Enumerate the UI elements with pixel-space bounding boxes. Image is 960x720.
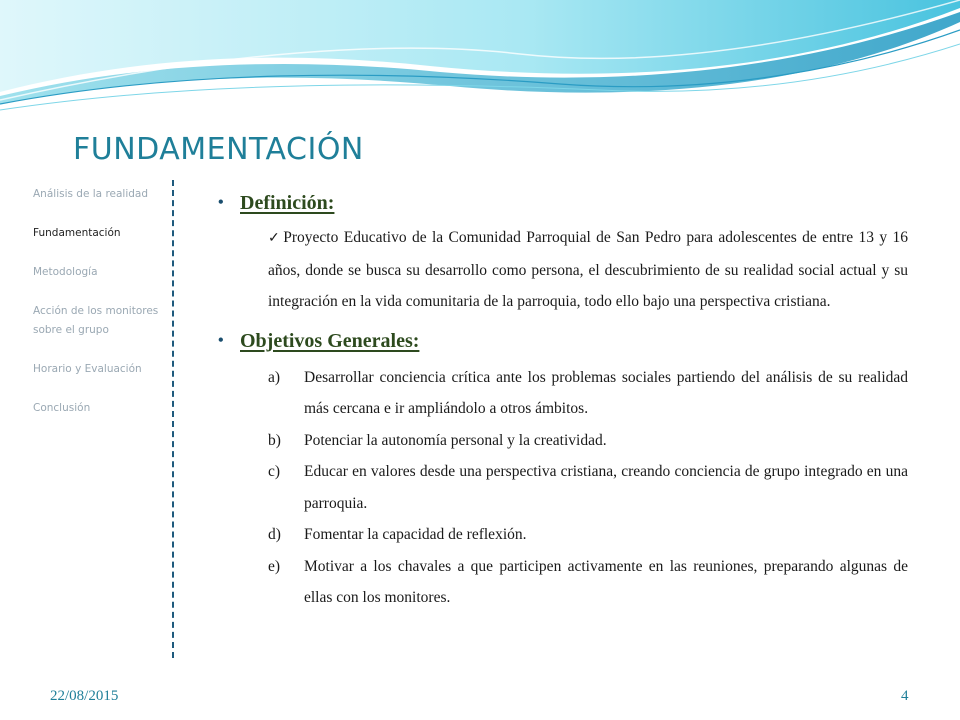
list-item-text: Potenciar la autonomía personal y la creatividad.: [304, 431, 607, 449]
header-wave-decoration: [0, 0, 960, 120]
list-item-text: Motivar a los chavales a que participen activamente en las reuniones, preparando algunas de ellas con los monitores.: [304, 557, 908, 606]
sidebar-nav: [33, 185, 173, 438]
bullet-icon: •: [218, 331, 224, 349]
definition-paragraph: [268, 222, 908, 318]
checkmark-icon: ✓: [268, 231, 282, 246]
footer-date: 22/08/2015: [50, 688, 119, 704]
sidebar-item-horario-evaluacion[interactable]: Horario y Evaluación: [33, 363, 142, 375]
objectives-heading-text: Objetivos Generales:: [240, 329, 420, 352]
list-marker: e): [268, 557, 281, 575]
list-marker: b): [268, 431, 281, 449]
definition-heading-text: Definición:: [240, 192, 335, 214]
list-item: [218, 519, 908, 551]
bullet-icon: •: [218, 194, 224, 211]
list-item: [218, 551, 908, 614]
slide-content: [218, 186, 908, 614]
list-item-text: Desarrollar conciencia crítica ante los problemas sociales partiendo del análisis de su realidad más cercana e ir ampliándolo a otros ámbitos.: [304, 368, 908, 417]
list-item: [218, 456, 908, 519]
sidebar-item-analisis[interactable]: Análisis de la realidad: [33, 188, 149, 200]
sidebar-divider: [172, 180, 174, 658]
objectives-list: [218, 362, 908, 614]
sidebar-item-accion-monitores[interactable]: Acción de los monitores sobre el grupo: [33, 305, 159, 336]
page-number: 4: [901, 688, 909, 704]
objectives-heading: [218, 324, 908, 358]
sidebar-item-fundamentacion[interactable]: Fundamentación: [33, 227, 121, 239]
list-item: [218, 362, 908, 425]
list-item: [218, 425, 908, 457]
list-item-text: Educar en valores desde una perspectiva cristiana, creando conciencia de grupo integrado en una parroquia.: [304, 463, 908, 512]
list-item-text: Fomentar la capacidad de reflexión.: [304, 526, 527, 543]
sidebar-item-metodologia[interactable]: Metodología: [33, 266, 98, 278]
sidebar-item-conclusion[interactable]: Conclusión: [33, 402, 91, 414]
definition-heading: [218, 186, 908, 220]
list-marker: c): [268, 463, 281, 480]
list-marker: d): [268, 526, 281, 543]
slide-title: FUNDAMENTACIÓN: [73, 132, 364, 167]
definition-text: Proyecto Educativo de la Comunidad Parroquial de San Pedro para adolescentes de entre 13 y 16 años, donde se busca su desarrollo como persona, el descubrimiento de su realidad social actual y su integración en la vida comunitaria de la parroquia, todo ello bajo una perspectiva cristiana.: [268, 229, 909, 310]
list-marker: a): [268, 368, 281, 386]
